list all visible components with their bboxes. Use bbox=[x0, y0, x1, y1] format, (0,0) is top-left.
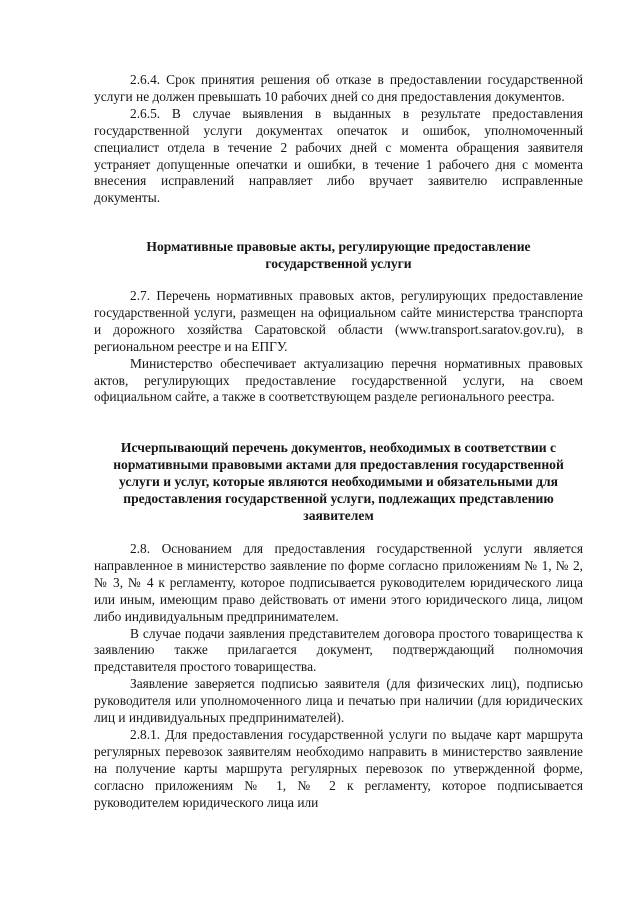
section-legal-acts-body bbox=[94, 288, 583, 406]
paragraph-representative: В случае подачи заявления представителем договора простого товарищества к заявлению также прилагается документ, подтверждающий полномочия представителя простого товарищества. bbox=[94, 625, 583, 675]
section-legal-acts bbox=[94, 239, 583, 273]
section-application-terms bbox=[94, 72, 583, 207]
paragraph-2-6-4: 2.6.4. Срок принятия решения об отказе в предоставлении государственной услуги не должен превышать 10 рабочих дней со дня предоставления документов. bbox=[94, 72, 583, 104]
section-documents-body bbox=[94, 541, 583, 812]
paragraph-certification: Заявление заверяется подписью заявителя (для физических лиц), подписью руководителя или уполномоченного лица и печатью при наличии (для юридических лиц и индивидуальных предпринимателей). bbox=[94, 676, 583, 726]
paragraph-2-7: 2.7. Перечень нормативных правовых актов, регулирующих предоставление государственной услуги, размещен на официальном сайте министерства транспорта и дорожного хозяйства Саратовской области (www.transport.saratov.gov.ru), в региональном реестре и на ЕПГУ. bbox=[94, 288, 583, 354]
section-heading-legal-acts: Нормативные правовые акты, регулирующие предоставление государственной услуги bbox=[146, 239, 531, 271]
section-heading-documents-list: Исчерпывающий перечень документов, необходимых в соответствии с нормативными правовыми актами для предоставления государственной услуги и услуг, которые являются необходимыми и обязательными для предоставления государственной услуги, подлежащих представлению заявителем bbox=[113, 440, 564, 523]
paragraph-2-6-5: 2.6.5. В случае выявления в выданных в результате предоставления государственной услуги документах опечаток и ошибок, уполномоченный специалист отдела в течение 2 рабочих дней с момента обращения заявителя устраняет допущенные опечатки и ошибки, в течение 1 рабочего дня с момента внесения исправлений направляет либо вручает заявителю исправленные документы. bbox=[94, 105, 583, 206]
paragraph-2-8: 2.8. Основанием для предоставления государственной услуги является направленное в министерство заявление по форме согласно приложениям № 1, № 2, № 3, № 4 к регламенту, которое подписывается руководителем юридического лица или иным, имеющим право действовать от имени этого юридического лица, лицом либо индивидуальным предпринимателем. bbox=[94, 541, 583, 624]
section-documents bbox=[94, 440, 583, 525]
paragraph-2-8-1: 2.8.1. Для предоставления государственной услуги по выдаче карт маршрута регулярных перевозок заявителям необходимо направить в министерство заявление на получение карты маршрута регулярных перевозок по утвержденной форме, согласно приложениям № 1, № 2 к регламенту, которое подписывается руководителем юридического лица или bbox=[94, 726, 583, 810]
paragraph-ministry-actualization: Министерство обеспечивает актуализацию перечня нормативных правовых актов, регулирующих предоставление государственной услуги, на своем официальном сайте, а также в соответствующем разделе регионального реестра. bbox=[94, 355, 583, 405]
